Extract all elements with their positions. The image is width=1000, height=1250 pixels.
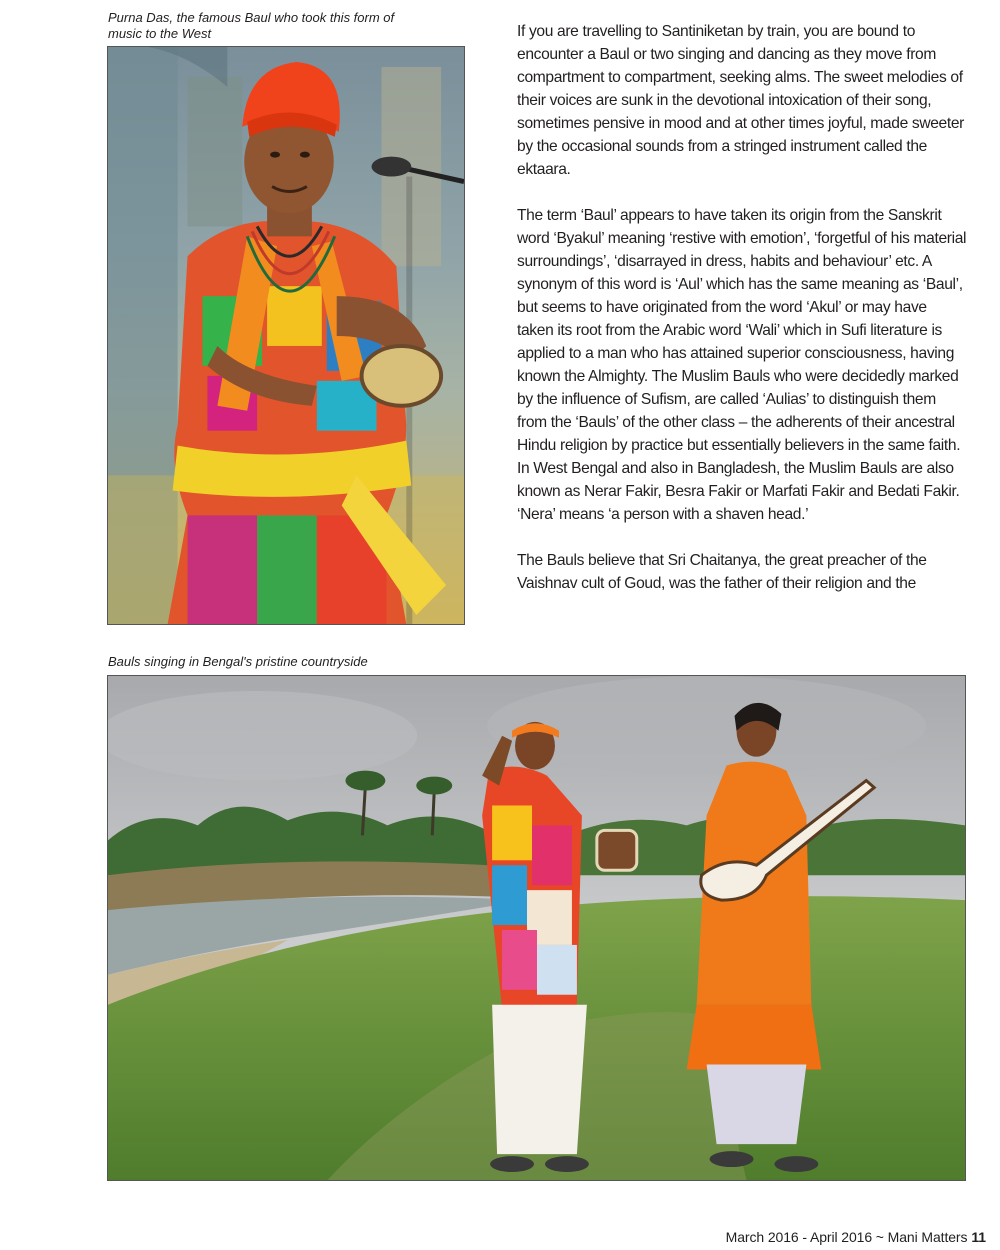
bauls-countryside-photo (107, 675, 966, 1181)
bauls-countryside-illustration (108, 676, 965, 1180)
page-number: 11 (971, 1229, 986, 1245)
article-body (517, 20, 967, 618)
purna-das-illustration (108, 47, 464, 624)
article-paragraph-3: The Bauls believe that Sri Chaitanya, the great preacher of the Vaishnav cult of Goud, was the father of their religion and the (517, 552, 927, 592)
purna-das-photo (107, 46, 465, 625)
article-paragraph-2: The term ‘Baul’ appears to have taken its origin from the Sanskrit word ‘Byakul’ meaning ‘restive with emotion’, ‘forgetful of his material surroundings’, ‘disarrayed in dress, habits and behaviour’ etc. A synonym of this word is ‘Aul’ which has the same meaning as ‘Baul’, but seems to have originated from the word ‘Akul’ or may have taken its root from the Arabic word ‘Wali’ which in Sufi literature is applied to a man who has attained superior consciousness, having known the Almighty. The Muslim Bauls who were decidedly marked by the influence of Sufism, are called ‘Aulias’ to distinguish them from the ‘Bauls’ of the other class – the adherents of their ancestral Hindu religion by practice but essentially believers in the same faith. In West Bengal and also in Bangladesh, the Muslim Bauls are also known as Nerar Fakir, Besra Fakir or Marfati Fakir and Bedati Fakir. ‘Nera’ means ‘a person with a shaven head.’ (517, 207, 967, 523)
article-paragraph-1: If you are travelling to Santiniketan by train, you are bound to encounter a Baul or two singing and dancing as they move from compartment to compartment, seeking alms. The sweet melodies of their voices are sunk in the devotional intoxication of their song, sometimes pensive in mood and at other times joyful, made sweeter by the occasional sounds from a stringed instrument called the ektaara. (517, 23, 965, 178)
issue-label: March 2016 - April 2016 ~ Mani Matters (725, 1229, 968, 1245)
bottom-photo-caption: Bauls singing in Bengal's pristine countryside (108, 654, 368, 669)
page-footer (726, 1228, 986, 1246)
top-photo-caption: Purna Das, the famous Baul who took this form of music to the West (108, 10, 395, 41)
